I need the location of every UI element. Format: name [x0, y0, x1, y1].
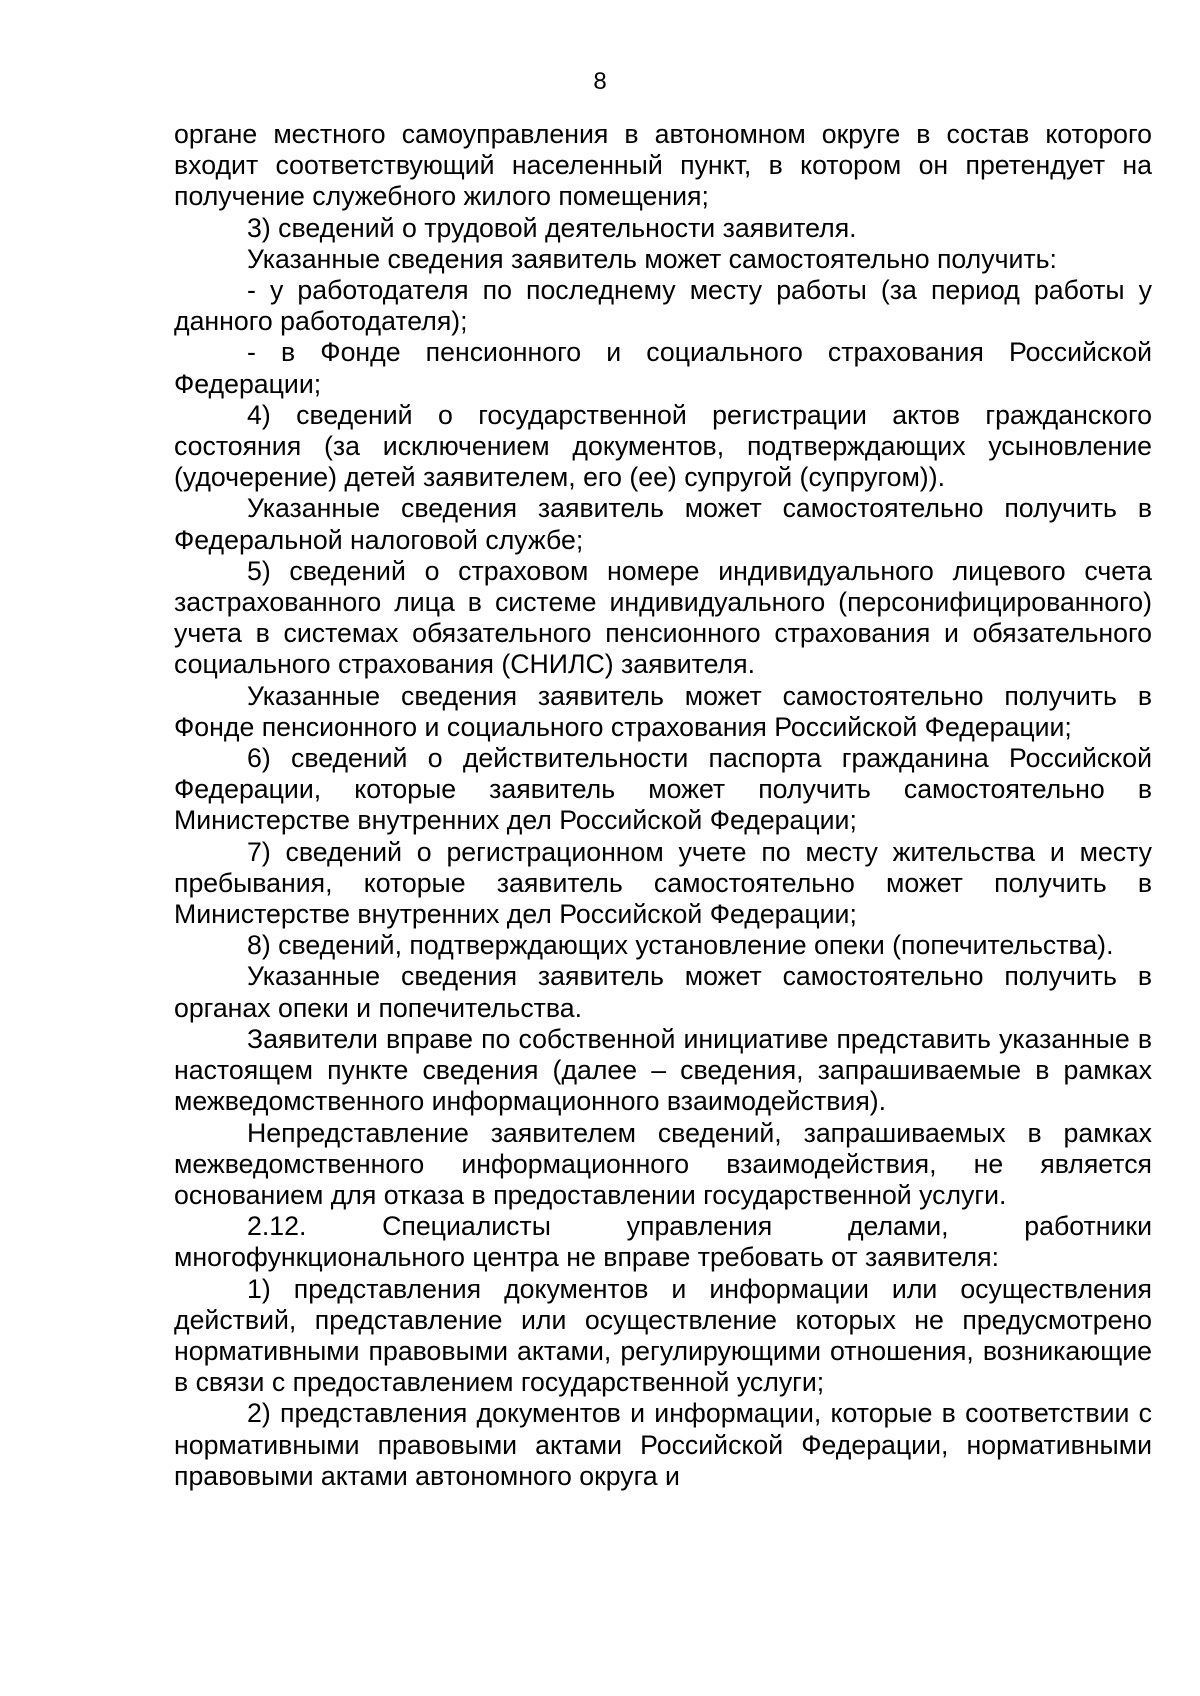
paragraph-item-5: 5) сведений о страховом номере индивидуального лицевого счета застрахованного лица в системе индивидуального (персонифицированного) учета в системах обязательного пенсионного страхования и обязательного социального страхования (СНИЛС) заявителя. — [174, 555, 1152, 680]
paragraph-note: Указанные сведения заявитель может самостоятельно получить в органах опеки и попечительства. — [174, 961, 1152, 1023]
paragraph-item-3: 3) сведений о трудовой деятельности заявителя. — [247, 212, 857, 243]
paragraph-2-12-item-2: 2) представления документов и информации, которые в соответствии с нормативными правовыми актами Российской Федерации, нормативными правовыми актами автономного округа и — [174, 1398, 1152, 1491]
document-body — [174, 119, 1152, 1492]
paragraph-item-6: 6) сведений о действительности паспорта гражданина Российской Федерации, которые заявитель может получить самостоятельно в Министерстве внутренних дел Российской Федерации; — [174, 743, 1152, 836]
paragraph-continuation: органе местного самоуправления в автономном округе в состав которого входит соответствующий населенный пункт, в котором он претендует на получение служебного жилого помещения; — [174, 119, 1152, 212]
page-number: 8 — [593, 68, 607, 95]
paragraph-note: Указанные сведения заявитель может самостоятельно получить в Фонде пенсионного и социального страхования Российской Федерации; — [174, 680, 1152, 742]
paragraph-item-8: 8) сведений, подтверждающих установление опеки (попечительства). — [247, 930, 1114, 961]
paragraph-note: Указанные сведения заявитель может самостоятельно получить: — [247, 243, 1057, 274]
paragraph-bullet-fund: - в Фонде пенсионного и социального страхования Российской Федерации; — [174, 337, 1152, 399]
paragraph-note: Указанные сведения заявитель может самостоятельно получить в Федеральной налоговой службе; — [174, 493, 1152, 555]
paragraph-bullet-employer: - у работодателя по последнему месту работы (за период работы у данного работодателя); — [174, 275, 1152, 337]
paragraph-item-7: 7) сведений о регистрационном учете по месту жительства и месту пребывания, которые заявитель самостоятельно может получить в Министерстве внутренних дел Российской Федерации; — [174, 836, 1152, 930]
paragraph-2-12-item-1: 1) представления документов и информации или осуществления действий, представление или осуществление которых не предусмотрено нормативными правовыми актами, регулирующими отношения, возникающие в связи с предоставлением государственной услуги; — [174, 1273, 1152, 1398]
paragraph-applicants-right: Заявители вправе по собственной инициативе представить указанные в настоящем пункте сведения (далее – сведения, запрашиваемые в рамках межведомственного информационного взаимодействия). — [174, 1023, 1152, 1117]
paragraph-section-2-12: 2.12. Специалисты управления делами, работники многофункционального центра не вправе требовать от заявителя: — [174, 1211, 1152, 1273]
paragraph-non-submission: Непредставление заявителем сведений, запрашиваемых в рамках межведомственного информационного взаимодействия, не является основанием для отказа в предоставлении государственной услуги. — [174, 1117, 1152, 1210]
paragraph-item-4: 4) сведений о государственной регистрации актов гражданского состояния (за исключением документов, подтверждающих усыновление (удочерение) детей заявителем, его (ее) супругой (супругом)). — [174, 399, 1152, 493]
